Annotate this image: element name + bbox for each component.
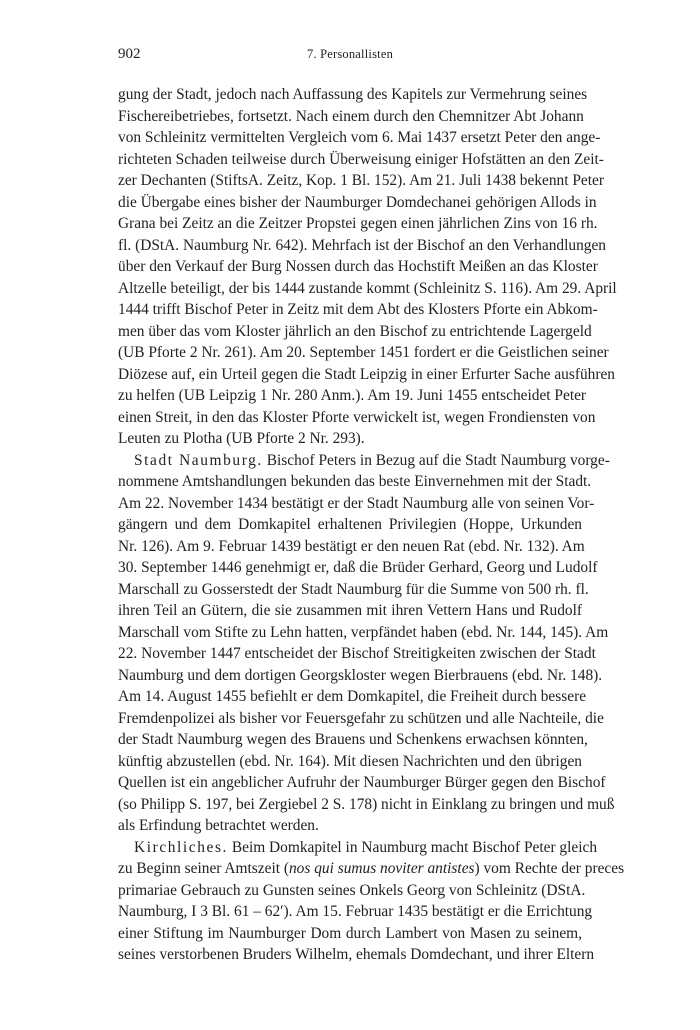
text-line bbox=[118, 557, 598, 579]
text-line bbox=[118, 729, 588, 751]
line-text: Fischereibetriebes, fortsetzt. Nach einem durch den Chemnitzer Abt Johann bbox=[118, 107, 584, 125]
text-line bbox=[118, 321, 592, 343]
text-line bbox=[118, 600, 582, 622]
text-line bbox=[118, 901, 593, 923]
line-text: ihren Teil an Gütern, die sie zusammen mit ihren Vettern Hans und Rudolf bbox=[118, 602, 582, 619]
line-text: einen Streit, in den das Kloster Pforte verwickelt ist, wegen Frondiensten von bbox=[118, 408, 596, 426]
line-text: primariae Gebrauch zu Gunsten seines Onkels Georg von Schleinitz (DStA. bbox=[118, 881, 586, 899]
text-line bbox=[118, 665, 603, 687]
text-line bbox=[118, 880, 586, 902]
text-line bbox=[118, 815, 582, 837]
line-text: seines verstorbenen Bruders Wilhelm, ehemals Domdechant, und ihrer Eltern bbox=[118, 946, 595, 963]
line-text: Naumburg, I 3 Bl. 61 – 62′). Am 15. Februar 1435 bestätigt er die Errichtung bbox=[118, 903, 593, 920]
text-line bbox=[118, 514, 582, 536]
line-text: Leuten zu Plotha (UB Pforte 2 Nr. 293). bbox=[118, 430, 365, 447]
line-text: 30. September 1446 genehmigt er, daß die Brüder Gerhard, Georg und Ludolf bbox=[118, 559, 598, 576]
line-text: Beim Domkapitel in Naumburg macht Bischof Peter gleich bbox=[231, 838, 598, 856]
line-text: Altzelle beteiligt, der bis 1444 zustande kommt (Schleinitz S. 116). Am 29. April bbox=[118, 279, 617, 297]
running-head: 7. Personallisten bbox=[306, 47, 394, 61]
text-line bbox=[118, 364, 616, 386]
text-line bbox=[118, 213, 598, 235]
line-text: als Erfindung betrachtet werden. bbox=[118, 817, 319, 834]
line-text: Diözese auf, ein Urteil gegen die Stadt Leipzig in einer Erfurter Sache ausführen bbox=[118, 365, 616, 383]
text-line bbox=[118, 622, 609, 644]
text-line bbox=[118, 493, 595, 515]
line-text: zu helfen (UB Leipzig 1 Nr. 280 Anm.). Am 19. Juni 1455 entscheidet Peter bbox=[118, 387, 587, 404]
text-line bbox=[118, 192, 597, 214]
latin-quote: nos qui sumus noviter antistes bbox=[288, 860, 475, 877]
line-text: fl. (DStA. Naumburg Nr. 642). Mehrfach ist der Bischof an den Verhandlungen bbox=[118, 236, 606, 254]
line-text: Fremdenpolizei als bisher vor Feuersgefahr zu schützen und alle Nachteile, die bbox=[118, 709, 604, 727]
line-text: gung der Stadt, jedoch nach Auffassung des Kapitels zur Vermehrung seines bbox=[118, 86, 588, 103]
line-text: (UB Pforte 2 Nr. 261). Am 20. September 1451 fordert er die Geistlichen seiner bbox=[118, 344, 609, 361]
line-text: über den Verkauf der Burg Nossen durch das Hochstift Meißen an das Kloster bbox=[118, 258, 598, 275]
text-line bbox=[118, 536, 585, 558]
line-text: Marschall vom Stifte zu Lehn hatten, verpfändet haben (ebd. Nr. 144, 145). Am bbox=[118, 623, 609, 641]
line-text: Marschall zu Gosserstedt der Stadt Naumburg für die Summe von 500 rh. fl. bbox=[118, 580, 589, 598]
text-line bbox=[118, 450, 610, 472]
line-text: einer Stiftung im Naumburger Dom durch Lambert von Masen zu seinem, bbox=[118, 924, 582, 942]
line-text: die Übergabe eines bisher der Naumburger Domdechanei gehörigen Allods in bbox=[118, 193, 597, 211]
line-text: zu Beginn seiner Amtszeit ( bbox=[118, 860, 289, 877]
line-text: von Schleinitz vermittelten Vergleich vom 6. Mai 1437 ersetzt Peter den ange- bbox=[118, 129, 601, 146]
text-line bbox=[118, 127, 601, 149]
text-line bbox=[118, 643, 596, 665]
line-text: gängern und dem Domkapitel erhaltenen Privilegien (Hoppe, Urkunden bbox=[118, 516, 582, 533]
text-line bbox=[118, 84, 588, 106]
text-line bbox=[118, 170, 604, 192]
text-line bbox=[118, 106, 582, 128]
text-line bbox=[118, 471, 592, 493]
text-line bbox=[118, 858, 625, 880]
text-line bbox=[118, 751, 582, 773]
text-line bbox=[118, 149, 604, 171]
text-line bbox=[118, 944, 595, 966]
text-line bbox=[118, 686, 587, 708]
text-line bbox=[118, 342, 609, 364]
line-text: zer Dechanten (StiftsA. Zeitz, Kop. 1 Bl. 152). Am 21. Juli 1438 bekennt Peter bbox=[118, 172, 604, 189]
page-number: 902 bbox=[118, 46, 141, 62]
text-line bbox=[118, 299, 598, 321]
text-line bbox=[118, 385, 587, 407]
line-text: künftig abzustellen (ebd. Nr. 164). Mit diesen Nachrichten und den übrigen bbox=[118, 752, 582, 770]
line-text: nommene Amtshandlungen bekunden das beste Einvernehmen mit der Stadt. bbox=[118, 473, 592, 490]
line-text: Grana bei Zeitz an die Zeitzer Propstei gegen einen jährlichen Zins von 16 rh. bbox=[118, 215, 598, 232]
line-text: 22. November 1447 entscheidet der Bischof Streitigkeiten zwischen der Stadt bbox=[118, 645, 596, 662]
text-line bbox=[118, 235, 606, 257]
text-line bbox=[118, 428, 582, 450]
text-line bbox=[118, 407, 596, 429]
text-line bbox=[118, 278, 617, 300]
text-line bbox=[118, 923, 582, 945]
text-line bbox=[118, 579, 589, 601]
line-text: men über das vom Kloster jährlich an den Bischof zu entrichtende Lagergeld bbox=[118, 322, 592, 340]
text-line bbox=[118, 794, 615, 816]
text-line bbox=[118, 837, 598, 859]
line-text: richteten Schaden teilweise durch Überweisung einiger Hofstätten an den Zeit- bbox=[118, 150, 604, 168]
page-header bbox=[118, 46, 582, 66]
line-text-continued: ) vom Rechte der preces bbox=[474, 860, 625, 877]
text-line bbox=[118, 256, 598, 278]
section-lead-word: Stadt Naumburg. bbox=[134, 451, 263, 469]
section-lead-word: Kirchliches. bbox=[134, 838, 228, 856]
line-text: Naumburg und dem dortigen Georgskloster wegen Bierbrauens (ebd. Nr. 148). bbox=[118, 666, 603, 684]
line-text: (so Philipp S. 197, bei Zergiebel 2 S. 178) nicht in Einklang zu bringen und muß bbox=[118, 795, 615, 813]
line-text: Quellen ist ein angeblicher Aufruhr der Naumburger Bürger gegen den Bischof bbox=[118, 774, 606, 791]
line-text: 1444 trifft Bischof Peter in Zeitz mit dem Abt des Klosters Pforte ein Abkom- bbox=[118, 301, 598, 318]
text-line bbox=[118, 708, 604, 730]
text-line bbox=[118, 772, 606, 794]
line-text: Am 14. August 1455 befiehlt er dem Domkapitel, die Freiheit durch bessere bbox=[118, 688, 587, 705]
body-text bbox=[118, 84, 625, 966]
line-text: der Stadt Naumburg wegen des Brauens und Schenkens erwachsen könnten, bbox=[118, 731, 588, 748]
line-text: Bischof Peters in Bezug auf die Stadt Naumburg vorge- bbox=[266, 451, 610, 469]
line-text: Nr. 126). Am 9. Februar 1439 bestätigt er den neuen Rat (ebd. Nr. 132). Am bbox=[118, 537, 585, 555]
line-text: Am 22. November 1434 bestätigt er der Stadt Naumburg alle von seinen Vor- bbox=[118, 494, 595, 512]
